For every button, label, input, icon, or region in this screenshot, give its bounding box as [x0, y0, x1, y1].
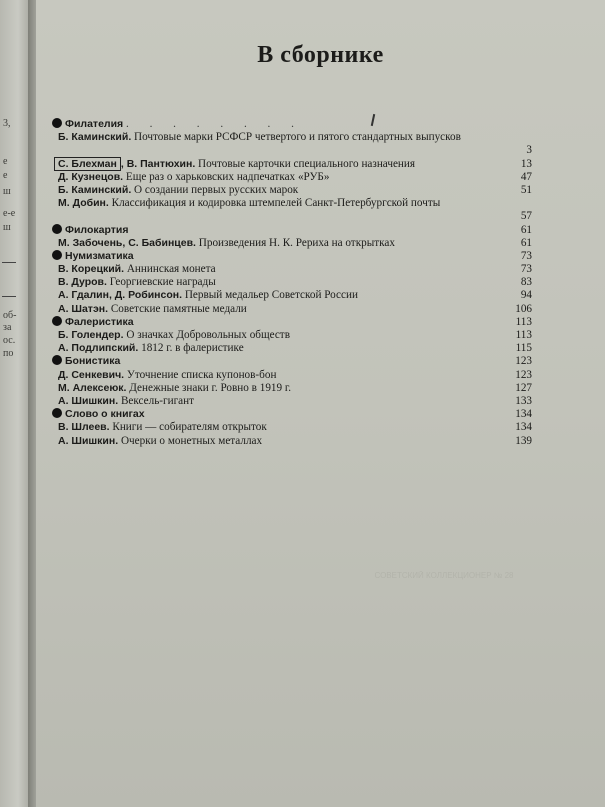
page-number: 73	[520, 263, 532, 276]
page-number: 115	[515, 342, 532, 355]
entry-author: А. Шатэн.	[58, 302, 109, 315]
left-page-edge	[0, 0, 30, 807]
entry-title: Произведения Н. К. Рериха на открытках	[198, 236, 395, 249]
page-number: 123	[515, 368, 532, 381]
entry-title: Вексель-гигант	[120, 394, 195, 407]
toc-section-row	[58, 118, 532, 131]
page-number: 83	[520, 276, 532, 289]
left-page-fragment: за	[3, 322, 12, 333]
bullet-icon	[52, 118, 62, 128]
toc-entry-text	[58, 435, 508, 448]
toc-entry-row	[58, 303, 532, 316]
bullet-icon	[52, 355, 62, 365]
toc-entry-row	[58, 171, 532, 184]
page-number: 133	[515, 394, 532, 407]
page-number: 47	[520, 170, 532, 183]
entry-author: В. Корецкий.	[58, 263, 125, 276]
toc-entry-text	[58, 158, 508, 171]
toc-entry-text	[58, 382, 508, 395]
page-number: 113	[515, 315, 532, 328]
toc-section-row	[58, 408, 532, 421]
toc-entry-text	[58, 303, 508, 316]
toc-entry-row	[58, 382, 532, 395]
toc-entry-text	[58, 250, 508, 263]
entry-author: А. Шишкин.	[58, 434, 119, 447]
toc-entry-row	[58, 369, 532, 382]
toc-entry-text	[58, 395, 508, 408]
toc-entry-text	[58, 131, 508, 144]
page-number: 57	[520, 210, 532, 223]
toc-entry-row	[58, 435, 532, 448]
bullet-icon	[52, 316, 62, 326]
left-page-rule	[2, 262, 16, 263]
bullet-icon	[52, 408, 62, 418]
entry-title: Уточнение списка купонов-бон	[126, 368, 277, 381]
left-page-fragment: е-е	[3, 208, 16, 219]
toc-entry-text	[58, 224, 508, 237]
toc-entry-row	[58, 395, 532, 408]
page-number: 51	[520, 183, 532, 196]
left-page-fragment: е	[3, 156, 8, 167]
entry-author: М. Алексеюк.	[58, 381, 127, 394]
left-page-fragment: по	[3, 348, 14, 359]
entry-author: Б. Голендер.	[58, 329, 124, 342]
faint-imprint-line: СОВЕТСКИЙ КОЛЛЕКЦИОНЕР № 28	[374, 571, 514, 580]
faint-imprint	[354, 568, 534, 583]
entry-title: Еще раз о харьковских надпечатках «РУБ»	[125, 170, 330, 183]
page-number: 73	[520, 249, 532, 262]
entry-author: Б. Каминский.	[58, 183, 132, 196]
entry-author: Б. Каминский.	[58, 131, 132, 144]
page-number: 61	[520, 223, 532, 236]
entry-title: 1812 г. в фалеристике	[141, 342, 244, 355]
toc-entry-row	[58, 263, 532, 276]
page-number: 139	[515, 434, 532, 447]
left-page-fragment: ос.	[3, 335, 16, 346]
toc-entry-row	[58, 342, 532, 355]
entry-title: Книги — собирателям открыток	[112, 421, 267, 434]
toc-section-row	[58, 316, 532, 329]
toc-entry-text	[58, 421, 508, 434]
page-number: 94	[520, 289, 532, 302]
toc-section-row	[58, 250, 532, 263]
toc-entry-text	[58, 276, 508, 289]
toc-entry-text	[58, 184, 508, 197]
toc-entry-text	[58, 316, 508, 329]
toc-entry-text	[58, 289, 508, 302]
bullet-icon	[52, 250, 62, 260]
toc-entry-row	[58, 184, 532, 197]
entry-title: Георгиевские награды	[109, 276, 216, 289]
toc-entry-row	[58, 131, 532, 157]
entry-title: О значках Добровольных обществ	[126, 329, 290, 342]
entry-title: Денежные знаки г. Ровно в 1919 г.	[129, 381, 292, 394]
page-number: 127	[515, 381, 532, 394]
section-heading: Слово о книгах	[65, 408, 145, 421]
toc-entry-row	[58, 276, 532, 289]
section-heading: Нумизматика	[65, 249, 134, 262]
left-page-fragment: 3,	[3, 118, 11, 129]
left-page-fragment: об-	[3, 310, 17, 321]
entry-title: Классификация и кодировка штемпелей Санкт-Петербургской почты	[111, 197, 441, 210]
entry-title: Очерки о монетных металлах	[120, 434, 263, 447]
toc-entry-text	[58, 355, 508, 368]
toc-entry-text	[58, 329, 508, 342]
section-heading: Филателия	[65, 118, 124, 130]
toc-entry-row	[58, 329, 532, 342]
toc-entry-row	[58, 197, 532, 223]
toc-entry-text	[58, 408, 508, 421]
toc-entry-text	[58, 118, 508, 131]
entry-author: С. Блехман	[54, 157, 121, 171]
table-of-contents	[58, 118, 532, 448]
entry-title: Почтовые марки РСФСР четвертого и пятого стандартных выпусков	[134, 131, 461, 144]
left-page-fragment: ш	[3, 222, 11, 233]
contents-page	[36, 0, 605, 807]
entry-author: А. Гдалин, Д. Робинсон.	[58, 289, 183, 302]
toc-entry-text	[58, 369, 508, 382]
entry-author: В. Дуров.	[58, 276, 107, 289]
left-page-rule	[2, 296, 16, 297]
toc-entry-row	[58, 158, 532, 171]
entry-title: О создании первых русских марок	[134, 183, 299, 196]
toc-entry-row	[58, 289, 532, 302]
page-number: 134	[515, 408, 532, 421]
entry-author: М. Добин.	[58, 197, 109, 210]
toc-entry-row	[58, 237, 532, 250]
page-number: 13	[520, 157, 532, 170]
toc-entry-text	[58, 237, 508, 250]
toc-entry-text	[58, 171, 508, 184]
left-page-fragment: е	[3, 170, 8, 181]
entry-author: Д. Сенкевич.	[58, 368, 125, 381]
page-number: 123	[515, 355, 532, 368]
entry-author: А. Подлипский.	[58, 342, 139, 355]
page-number: 61	[520, 236, 532, 249]
entry-author: М. Забочень, С. Бабинцев.	[58, 236, 196, 249]
toc-entry-text	[58, 263, 508, 276]
left-page-fragment: ш	[3, 186, 11, 197]
entry-author: А. Шишкин.	[58, 394, 119, 407]
section-heading: Филокартия	[65, 223, 129, 236]
entry-title: Аннинская монета	[126, 263, 216, 276]
section-heading: Фалеристика	[65, 315, 134, 328]
bullet-icon	[52, 224, 62, 234]
toc-entry-row	[58, 421, 532, 434]
entry-title: Советские памятные медали	[110, 302, 247, 315]
entry-author: В. Шлеев.	[58, 421, 110, 434]
toc-entry-text	[58, 342, 508, 355]
section-heading: Бонистика	[65, 355, 121, 368]
page-number: 134	[515, 421, 532, 434]
entry-title: Первый медальер Советской России	[184, 289, 358, 302]
leader-dots: . . . . . . . .	[125, 118, 303, 130]
toc-section-row	[58, 355, 532, 368]
page-number: 106	[515, 302, 532, 315]
toc-entry-text	[58, 197, 508, 210]
page-number: 113	[515, 329, 532, 342]
toc-section-row	[58, 224, 532, 237]
entry-title: Почтовые карточки специального назначения	[198, 157, 416, 170]
page-title: В сборнике	[257, 42, 384, 68]
page-number: 3	[526, 144, 532, 157]
entry-author: Д. Кузнецов.	[58, 170, 124, 183]
entry-coauthor: , В. Пантюхин.	[120, 157, 196, 170]
